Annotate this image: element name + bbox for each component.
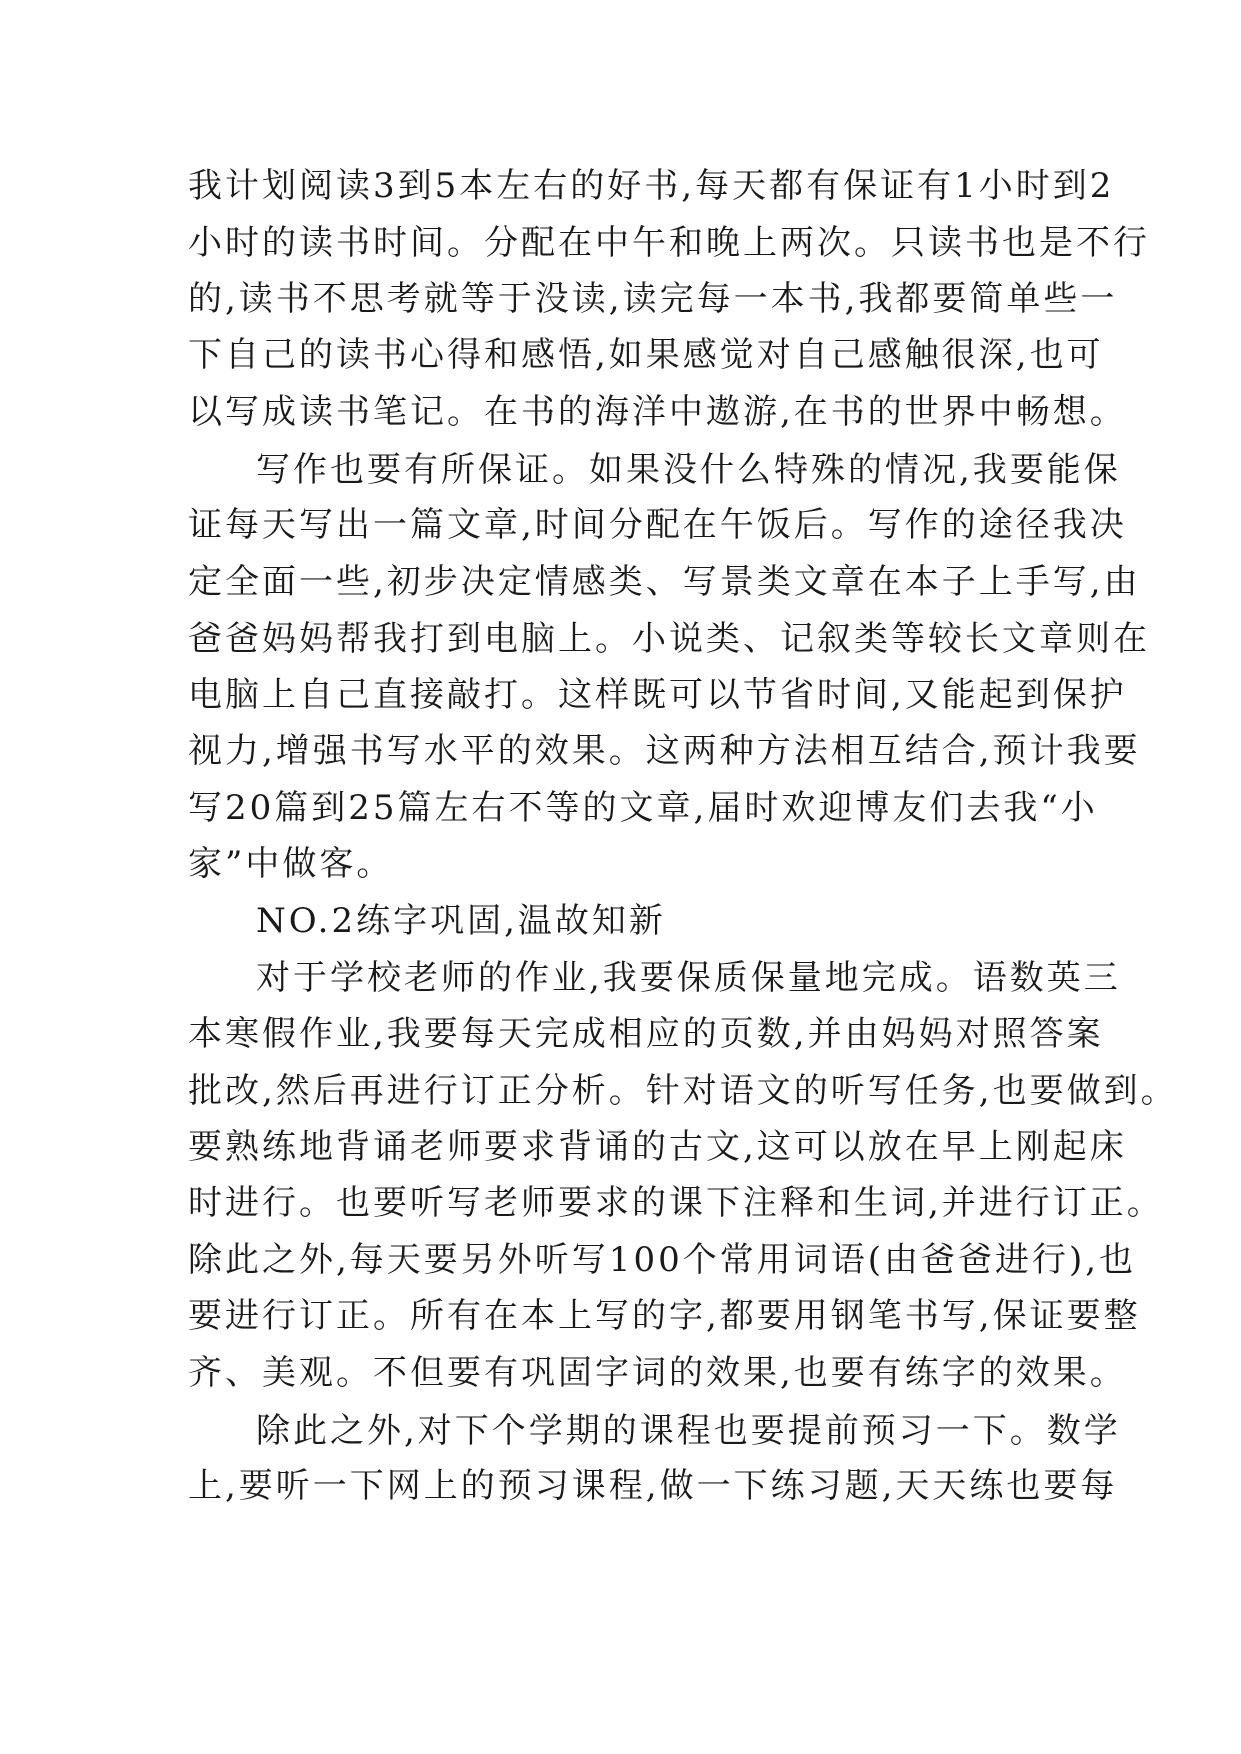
section-heading: NO.2练字巩固,温故知新 [256,901,666,941]
text-line: 小时的读书时间。分配在中午和晚上两次。只读书也是不行 [188,223,1150,263]
text-line: 要熟练地背诵老师要求背诵的古文,这可以放在早上刚起床 [188,1127,1127,1167]
text-line: 以写成读书笔记。在书的海洋中遨游,在书的世界中畅想。 [188,392,1127,432]
paragraph-first-line: 写作也要有所保证。如果没什么特殊的情况,我要能保 [256,450,1121,490]
text-line: 批改,然后再进行订正分析。针对语文的听写任务,也要做到。 [188,1071,1178,1111]
text-line: 下自己的读书心得和感悟,如果感觉对自己感触很深,也可 [188,335,1104,375]
text-line: 证每天写出一篇文章,时间分配在午饭后。写作的途径我决 [188,505,1127,545]
text-line: 视力,增强书写水平的效果。这两种方法相互结合,预计我要 [188,731,1141,771]
text-line: 齐、美观。不但要有巩固字词的效果,也要有练字的效果。 [188,1353,1127,1393]
text-line: 本寒假作业,我要每天完成相应的页数,并由妈妈对照答案 [188,1014,1104,1054]
text-line: 家”中做客。 [188,844,394,884]
text-line: 我计划阅读3到5本左右的好书,每天都有保证有1小时到2 [188,166,1115,206]
text-line: 时进行。也要听写老师要求的课下注释和生词,并进行订正。 [188,1183,1164,1223]
text-line: 要进行订正。所有在本上写的字,都要用钢笔书写,保证要整 [188,1296,1141,1336]
paragraph-first-line: 对于学校老师的作业,我要保质保量地完成。语数英三 [256,958,1121,998]
text-line: 写20篇到25篇左右不等的文章,届时欢迎博友们去我“小 [188,788,1098,828]
text-line: 上,要听一下网上的预习课程,做一下练习题,天天练也要每 [188,1466,1118,1506]
paragraph-first-line: 除此之外,对下个学期的课程也要提前预习一下。数学 [256,1411,1121,1451]
text-line: 定全面一些,初步决定情感类、写景类文章在本子上手写,由 [188,562,1141,602]
text-line: 爸爸妈妈帮我打到电脑上。小说类、记叙类等较长文章则在 [188,619,1150,659]
text-line: 的,读书不思考就等于没读,读完每一本书,我都要简单些一 [188,279,1118,319]
text-line: 电脑上自己直接敲打。这样既可以节省时间,又能起到保护 [188,675,1127,715]
text-line: 除此之外,每天要另外听写100个常用词语(由爸爸进行),也 [188,1240,1137,1280]
